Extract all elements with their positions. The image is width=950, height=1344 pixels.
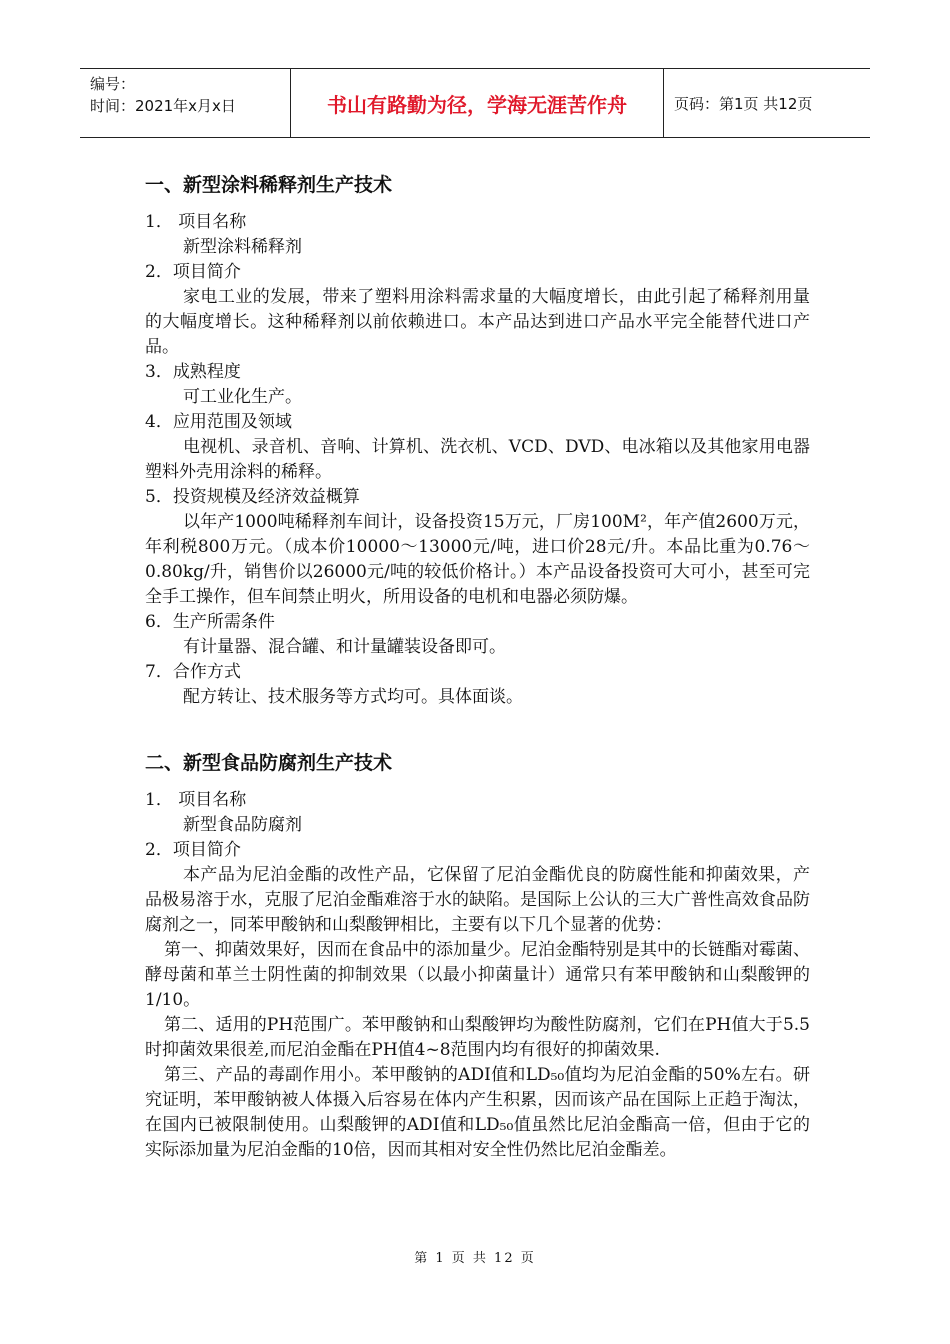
header-meta	[80, 69, 290, 137]
item-heading: 1． 项目名称	[145, 790, 247, 810]
item-body: 电视机、录音机、音响、计算机、洗衣机、VCD、DVD、电冰箱以及其他家用电器塑料外壳用涂料的稀释。	[145, 437, 810, 482]
item-body: 可工业化生产。	[183, 387, 302, 407]
item-body: 配方转让、技术服务等方式均可。具体面谈。	[183, 687, 523, 707]
item-heading: 7．合作方式	[145, 662, 241, 682]
advantage-paragraph: 第一、抑菌效果好，因而在食品中的添加量少。尼泊金酯特别是其中的长链酯对霉菌、酵母菌和革兰士阴性菌的抑制效果（以最小抑菌量计）通常只有苯甲酸钠和山梨酸钾的1/10。	[145, 940, 810, 1010]
page-header	[80, 68, 870, 138]
advantage-paragraph: 第二、适用的PH范围广。苯甲酸钠和山梨酸钾均为酸性防腐剂，它们在PH值大于5.5时抑菌效果很差,而尼泊金酯在PH值4~8范围内均有很好的抑菌效果.	[145, 1015, 810, 1060]
section-title: 一、新型涂料稀释剂生产技术	[145, 174, 393, 196]
item-body: 有计量器、混合罐、和计量罐装设备即可。	[183, 637, 506, 657]
item-body: 家电工业的发展，带来了塑料用涂料需求量的大幅度增长，由此引起了稀释剂用量的大幅度增长。这种稀释剂以前依赖进口。本产品达到进口产品水平完全能替代进口产品。	[145, 287, 810, 357]
document-body	[145, 170, 810, 1163]
item-heading: 6．生产所需条件	[145, 612, 275, 632]
intro-paragraph: 本产品为尼泊金酯的改性产品，它保留了尼泊金酯优良的防腐性能和抑菌效果，产品极易溶于水，克服了尼泊金酯难溶于水的缺陷。是国际上公认的三大广普性高效食品防腐剂之一，同苯甲酸钠和山梨酸钾相比，主要有以下几个显著的优势：	[145, 865, 810, 935]
advantage-paragraph: 第三、产品的毒副作用小。苯甲酸钠的ADI值和LD₅₀值均为尼泊金酯的50%左右。研究证明，苯甲酸钠被人体摄入后容易在体内产生积累，因而该产品在国际上正趋于淘汰，在国内已被限制使用。山梨酸钾的ADI值和LD₅₀值虽然比尼泊金酯高一倍，但由于它的实际添加量为尼泊金酯的10倍，因而其相对安全性仍然比尼泊金酯差。	[145, 1065, 810, 1160]
document-date: 时间：2021年x月x日	[90, 97, 236, 115]
item-heading: 3．成熟程度	[145, 362, 241, 382]
item-heading: 5．投资规模及经济效益概算	[145, 487, 360, 507]
section-title: 二、新型食品防腐剂生产技术	[145, 752, 393, 774]
item-heading: 1． 项目名称	[145, 212, 247, 232]
item-heading: 2．项目简介	[145, 262, 241, 282]
item-heading: 4．应用范围及领域	[145, 412, 292, 432]
item-heading: 2．项目简介	[145, 840, 241, 860]
header-page-info: 页码：第1页 共12页	[674, 94, 813, 113]
item-body: 以年产1000吨稀释剂车间计，设备投资15万元，厂房100M²，年产值2600万元，年利税800万元。（成本价10000～13000元/吨，进口价28元/升。本品比重为0.76～0.80kg/升，销售价以26000元/吨的较低价格计。）本产品设备投资可大可小，甚至可完全手工操作，但车间禁止明火，所用设备的电机和电器必须防爆。	[145, 512, 810, 607]
document-number: 编号：	[90, 75, 136, 93]
header-motto: 书山有路勤为径，学海无涯苦作舟	[290, 69, 664, 137]
page-footer: 第 1 页 共 12 页	[414, 1251, 536, 1266]
item-body: 新型涂料稀释剂	[183, 237, 302, 257]
item-body: 新型食品防腐剂	[183, 815, 302, 835]
